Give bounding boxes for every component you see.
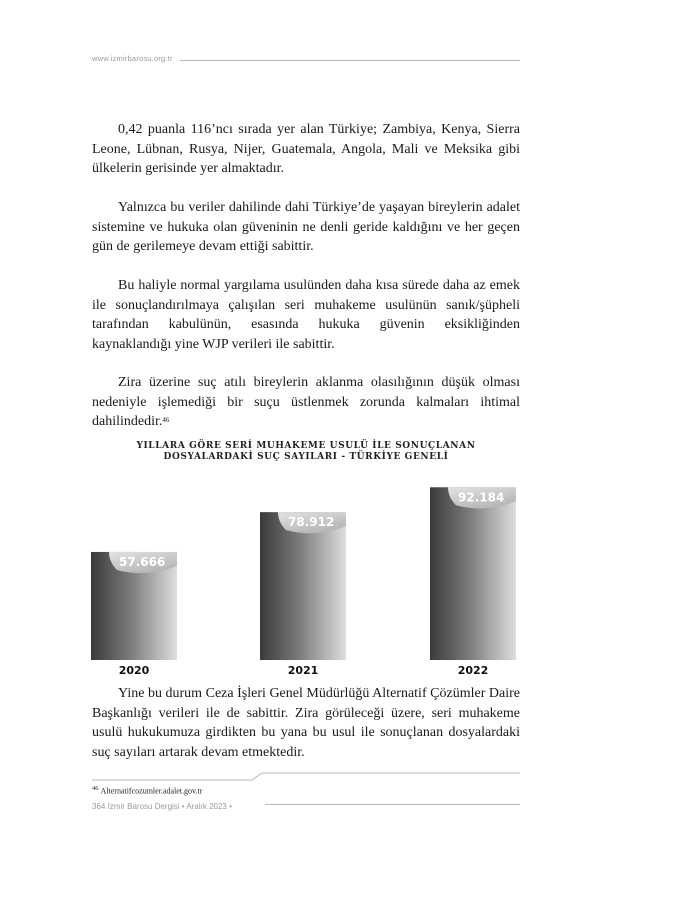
paragraph-4-text: Zira üzerine suç atılı bireylerin aklanma olasılığının düşük olması nedeniyle işlemediği bir suçu üstlenmek zorunda kalmaları ihtimal dahilindedir. bbox=[92, 375, 520, 429]
bar-chart bbox=[85, 478, 525, 678]
chart-title bbox=[92, 441, 520, 462]
paragraph-1: 0,42 puanla 116’ncı sırada yer alan Türkiye; Zambiya, Kenya, Sierra Leone, Lübnan, Rusya, Nijer, Guatemala, Angola, Mali ve Meksika gibi ülkelerin gerisinde yer almaktadır. bbox=[92, 122, 520, 176]
paragraph-5: Yine bu durum Ceza İşleri Genel Müdürlüğü Alternatif Çözümler Daire Başkanlığı verileri ile de sabittir. Zira görüleceği üzere, seri muhakeme usulü hukukumuza girdikten bu yana bu usul ile sonuçlanan dosyalardaki suç sayıları artarak devam etmektedir. bbox=[92, 686, 520, 760]
category-label-2020: 2020 bbox=[118, 664, 150, 677]
page-footer: 364 İzmir Barosu Dergisi • Aralık 2023 • bbox=[92, 802, 232, 811]
paragraph-3: Bu haliyle normal yargılama usulünden daha kısa sürede daha az emek ile sonuçlandırılmaya çalışılan seri muhakeme usulünün sanık/şüpheli tarafından kabulünün, esasında hukuka güvenin eksikliğinden kaynaklandığı yine WJP verileri ile sabittir. bbox=[92, 278, 520, 352]
chart-title-line-1: YILLARA GÖRE SERİ MUHAKEME USULÜ İLE SONUÇLANAN bbox=[136, 441, 476, 451]
bar-value-label-2021: 78.912 bbox=[288, 515, 335, 530]
bar-value-label-2022: 92.184 bbox=[458, 490, 505, 505]
footnote-reference[interactable]: 46 bbox=[162, 416, 170, 424]
paragraph-4 bbox=[92, 373, 520, 432]
footnote-text[interactable]: Alternatifcozumler.adalet.gov.tr bbox=[100, 786, 203, 796]
category-label-2021: 2021 bbox=[287, 664, 319, 677]
footnote bbox=[92, 785, 202, 796]
paragraph-2: Yalnızca bu veriler dahilinde dahi Türkiye’de yaşayan bireylerin adalet sistemine ve hukuka olan güveninin ne denli geride kaldığını ve her geçen gün de gerilemeye devam ettiği sabittir. bbox=[92, 200, 520, 254]
chart-title-line-2: DOSYALARDAKİ SUÇ SAYILARI - TÜRKİYE GENELİ bbox=[163, 451, 449, 462]
category-label-2022: 2022 bbox=[457, 664, 489, 677]
header-url: www.izmirbarosu.org.tr bbox=[92, 54, 173, 63]
bar-2021 bbox=[260, 512, 346, 660]
bar-2022 bbox=[430, 487, 516, 660]
bar-value-label-2020: 57.666 bbox=[119, 554, 166, 569]
footnote-rule bbox=[92, 770, 520, 782]
footnote-number: 46 bbox=[92, 785, 99, 792]
header-rule bbox=[180, 60, 520, 61]
footer-rule bbox=[265, 804, 520, 805]
